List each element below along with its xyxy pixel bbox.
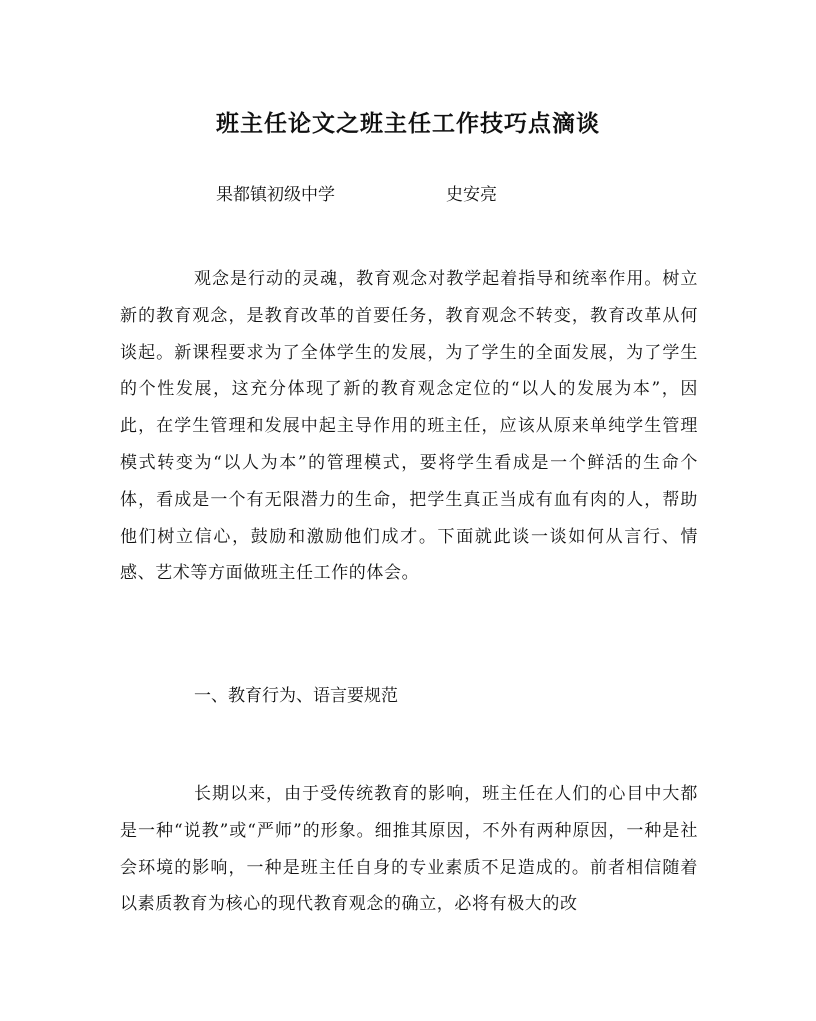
section-heading-1: 一、教育行为、语言要规范 (194, 686, 398, 706)
body-paragraph-1: 观念是行动的灵魂，教育观念对教学起着指导和统率作用。树立新的教育观念，是教育改革的首要任务，教育观念不转变，教育改革从何谈起。新课程要求为了全体学生的发展，为了学生的全面发展，为了学生的个性发展，这充分体现了新的教育观念定位的“以人的发展为本”，因此，在学生管理和发展中起主导作用的班主任，应该从原来单纯学生管理模式转变为“以人为本”的管理模式，要将学生看成是一个鲜活的生命个体，看成是一个有无限潜力的生命，把学生真正当成有血有肉的人，帮助他们树立信心，鼓励和激励他们成才。下面就此谈一谈如何从言行、情感、艺术等方面做班主任工作的体会。 (120, 269, 698, 584)
byline (216, 180, 497, 210)
author-name: 史安亮 (446, 185, 497, 205)
school-name: 果都镇初级中学 (216, 185, 335, 205)
body-paragraph-2: 长期以来，由于受传统教育的影响，班主任在人们的心目中大都是一种“说教”或“严师”的形象。细推其原因，不外有两种原因，一种是社会环境的影响，一种是班主任自身的专业素质不足造成的。前者相信随着以素质教育为核心的现代教育观念的确立，必将有极大的改 (120, 784, 698, 915)
document-title: 班主任论文之班主任工作技巧点滴谈 (216, 110, 600, 137)
